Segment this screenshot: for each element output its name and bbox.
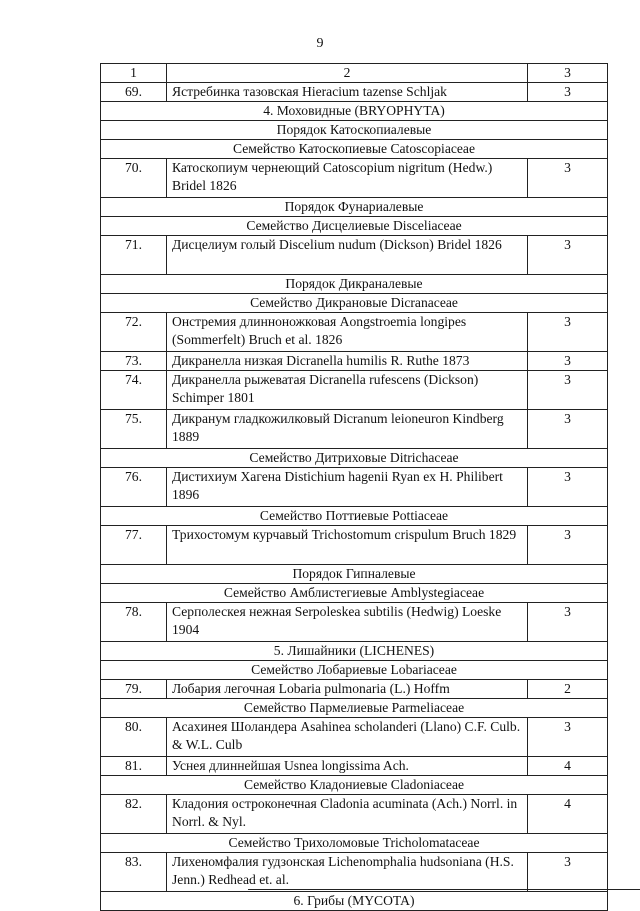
species-row (101, 468, 608, 507)
row-number: 69. (101, 83, 167, 102)
species-row (101, 603, 608, 642)
species-name: Дистихиум Хагена Distichium hagenii Ryan ex H. Philibert 1896 (167, 468, 528, 507)
species-name: Дисцелиум голый Discelium nudum (Dickson) Bridel 1826 (167, 236, 528, 275)
section-heading: Семейство Поттиевые Pottiaceae (101, 507, 608, 526)
section-heading: Семейство Трихоломовые Tricholomataceae (101, 834, 608, 853)
section-heading: Семейство Лобариевые Lobariaceae (101, 661, 608, 680)
section-row (101, 198, 608, 217)
species-name: Ястребинка тазовская Hieracium tazense Schljak (167, 83, 528, 102)
section-heading: Семейство Дисцелиевые Disceliaceae (101, 217, 608, 236)
row-number: 70. (101, 159, 167, 198)
category: 4 (528, 757, 608, 776)
row-number: 71. (101, 236, 167, 275)
row-number: 83. (101, 853, 167, 892)
category: 3 (528, 603, 608, 642)
species-name: Катоскопиум чернеющий Catoscopium nigritum (Hedw.) Bridel 1826 (167, 159, 528, 198)
section-heading: 6. Грибы (MYCOTA) (101, 892, 608, 911)
row-number: 81. (101, 757, 167, 776)
category: 3 (528, 718, 608, 757)
section-row (101, 102, 608, 121)
species-name: Серполескея нежная Serpoleskea subtilis (Hedwig) Loeske 1904 (167, 603, 528, 642)
header-col-3: 3 (528, 64, 608, 83)
category: 3 (528, 371, 608, 410)
section-heading: Семейство Пармелиевые Parmeliaceae (101, 699, 608, 718)
footer-rule (248, 889, 640, 890)
section-heading: Семейство Кладониевые Cladoniaceae (101, 776, 608, 795)
species-name: Онстремия длинноножковая Aongstroemia longipes (Sommerfelt) Bruch et al. 1826 (167, 313, 528, 352)
section-heading: Семейство Катоскопиевые Catoscopiaceae (101, 140, 608, 159)
row-number: 77. (101, 526, 167, 565)
category: 2 (528, 680, 608, 699)
section-heading: 5. Лишайники (LICHENES) (101, 642, 608, 661)
species-row (101, 83, 608, 102)
species-name: Лихеномфалия гудзонская Lichenomphalia hudsoniana (H.S. Jenn.) Redhead et. al. (167, 853, 528, 892)
category: 3 (528, 159, 608, 198)
category: 4 (528, 795, 608, 834)
section-row (101, 121, 608, 140)
category: 3 (528, 83, 608, 102)
section-heading: Семейство Дикрановые Dicranaceae (101, 294, 608, 313)
row-number: 73. (101, 352, 167, 371)
species-row (101, 352, 608, 371)
species-row (101, 313, 608, 352)
header-col-1: 1 (101, 64, 167, 83)
section-row (101, 140, 608, 159)
category: 3 (528, 236, 608, 275)
species-row (101, 526, 608, 565)
species-row (101, 236, 608, 275)
row-number: 79. (101, 680, 167, 699)
section-row (101, 699, 608, 718)
section-row (101, 642, 608, 661)
species-row (101, 853, 608, 892)
category: 3 (528, 352, 608, 371)
row-number: 74. (101, 371, 167, 410)
category: 3 (528, 853, 608, 892)
species-row (101, 680, 608, 699)
row-number: 78. (101, 603, 167, 642)
species-row (101, 410, 608, 449)
section-heading: Порядок Катоскопиалевые (101, 121, 608, 140)
species-name: Кладония остроконечная Cladonia acuminata (Ach.) Norrl. in Norrl. & Nyl. (167, 795, 528, 834)
section-row (101, 565, 608, 584)
row-number: 76. (101, 468, 167, 507)
section-row (101, 834, 608, 853)
species-name: Лобария легочная Lobaria pulmonaria (L.) Hoffm (167, 680, 528, 699)
species-name: Трихостомум курчавый Trichostomum crispulum Bruch 1829 (167, 526, 528, 565)
section-heading: Порядок Гипналевые (101, 565, 608, 584)
row-number: 80. (101, 718, 167, 757)
section-row (101, 275, 608, 294)
species-table (100, 63, 608, 911)
section-heading: 4. Моховидные (BRYOPHYTA) (101, 102, 608, 121)
header-col-2: 2 (167, 64, 528, 83)
species-name: Дикранелла низкая Dicranella humilis R. Ruthe 1873 (167, 352, 528, 371)
row-number: 82. (101, 795, 167, 834)
section-heading: Порядок Дикраналевые (101, 275, 608, 294)
species-name: Дикранелла рыжеватая Dicranella rufescens (Dickson) Schimper 1801 (167, 371, 528, 410)
species-row (101, 159, 608, 198)
section-row (101, 217, 608, 236)
species-row (101, 371, 608, 410)
species-name: Уснея длиннейшая Usnea longissima Ach. (167, 757, 528, 776)
section-row (101, 294, 608, 313)
category: 3 (528, 468, 608, 507)
species-name: Дикранум гладкожилковый Dicranum leioneuron Kindberg 1889 (167, 410, 528, 449)
section-row (101, 661, 608, 680)
category: 3 (528, 526, 608, 565)
species-name: Асахинея Шоландера Asahinea scholanderi (Llano) C.F. Culb. & W.L. Culb (167, 718, 528, 757)
section-heading: Семейство Амблистегиевые Amblystegiaceae (101, 584, 608, 603)
section-row (101, 584, 608, 603)
category: 3 (528, 313, 608, 352)
section-heading: Порядок Фунариалевые (101, 198, 608, 217)
page-number: 9 (316, 36, 324, 51)
species-row (101, 718, 608, 757)
section-row (101, 507, 608, 526)
row-number: 75. (101, 410, 167, 449)
category: 3 (528, 410, 608, 449)
section-heading: Семейство Дитриховые Ditrichaceae (101, 449, 608, 468)
row-number: 72. (101, 313, 167, 352)
species-row (101, 795, 608, 834)
table-header-row (101, 64, 608, 83)
section-row (101, 449, 608, 468)
section-row (101, 776, 608, 795)
species-row (101, 757, 608, 776)
section-row (101, 892, 608, 911)
